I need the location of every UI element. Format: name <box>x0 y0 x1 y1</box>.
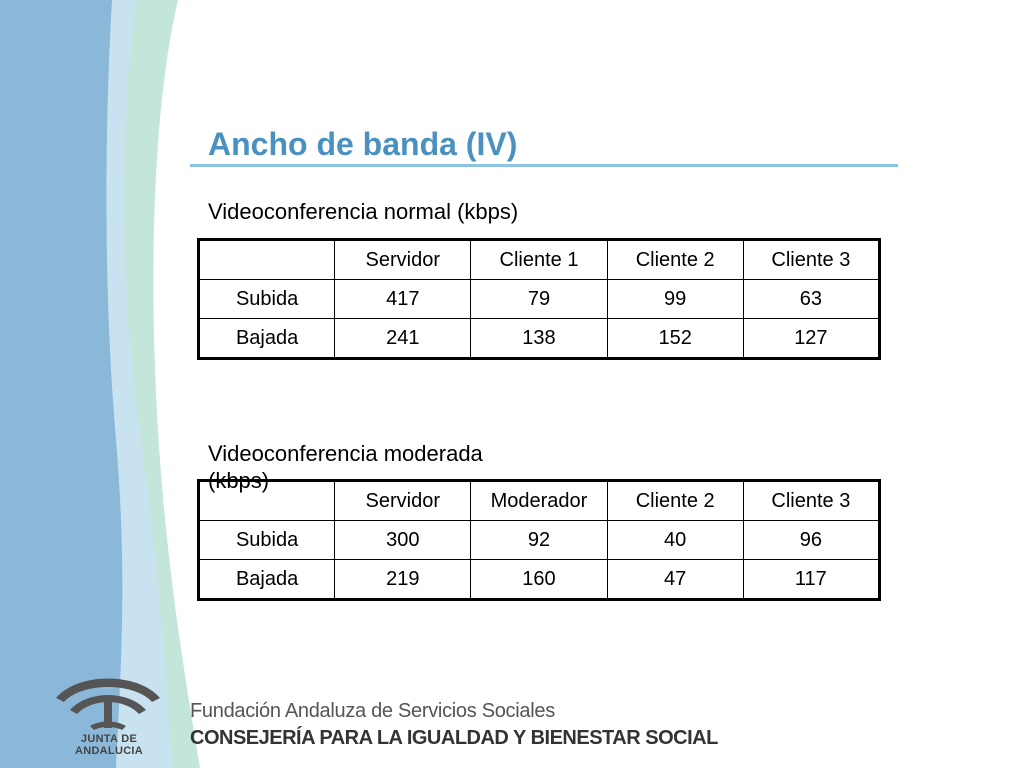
table-cell: 79 <box>471 280 607 319</box>
table-cell: 152 <box>607 319 743 359</box>
table-cell: 47 <box>607 560 743 600</box>
table-cell: 117 <box>743 560 879 600</box>
table-cell: Subida <box>199 280 335 319</box>
table-cell: 63 <box>743 280 879 319</box>
table-header-cell: Servidor <box>335 481 471 521</box>
table-header-cell: Moderador <box>471 481 607 521</box>
table-cell: 138 <box>471 319 607 359</box>
table-cell: 96 <box>743 521 879 560</box>
table-cell: 219 <box>335 560 471 600</box>
table-row <box>199 280 880 319</box>
table-row <box>199 521 880 560</box>
table-cell: 241 <box>335 319 471 359</box>
table-cell: 300 <box>335 521 471 560</box>
table-cell: 417 <box>335 280 471 319</box>
consejeria-name: CONSEJERÍA PARA LA IGUALDAD Y BIENESTAR SOCIAL <box>190 727 718 749</box>
table-cell: Bajada <box>199 319 335 359</box>
table-2-caption: Videoconferencia moderada (kbps) <box>208 441 483 493</box>
table-header-cell: Cliente 3 <box>743 481 879 521</box>
bandwidth-table-moderated <box>197 479 881 601</box>
bandwidth-table-normal <box>197 238 881 360</box>
table-header-cell <box>199 240 335 280</box>
table-header-cell <box>199 481 335 521</box>
table-header-cell: Cliente 3 <box>743 240 879 280</box>
table-cell: 92 <box>471 521 607 560</box>
table-cell: 127 <box>743 319 879 359</box>
table-cell: Subida <box>199 521 335 560</box>
foundation-name: Fundación Andaluza de Servicios Sociales <box>190 700 555 722</box>
slide-title: Ancho de banda (IV) <box>208 126 518 162</box>
table-header-cell: Cliente 2 <box>607 240 743 280</box>
table-cell: 160 <box>471 560 607 600</box>
table-1-caption: Videoconferencia normal (kbps) <box>208 199 519 224</box>
table-header-cell: Cliente 1 <box>471 240 607 280</box>
table-header-cell: Servidor <box>335 240 471 280</box>
table-row <box>199 560 880 600</box>
table-cell: 40 <box>607 521 743 560</box>
table-cell: 99 <box>607 280 743 319</box>
title-underline <box>190 164 898 167</box>
table-header-cell: Cliente 2 <box>607 481 743 521</box>
logo-text: JUNTA DE ANDALUCIA <box>74 733 144 757</box>
table-row <box>199 319 880 359</box>
table-header-row <box>199 240 880 280</box>
table-header-row <box>199 481 880 521</box>
table-cell: Bajada <box>199 560 335 600</box>
left-decorative-bands <box>0 0 200 768</box>
